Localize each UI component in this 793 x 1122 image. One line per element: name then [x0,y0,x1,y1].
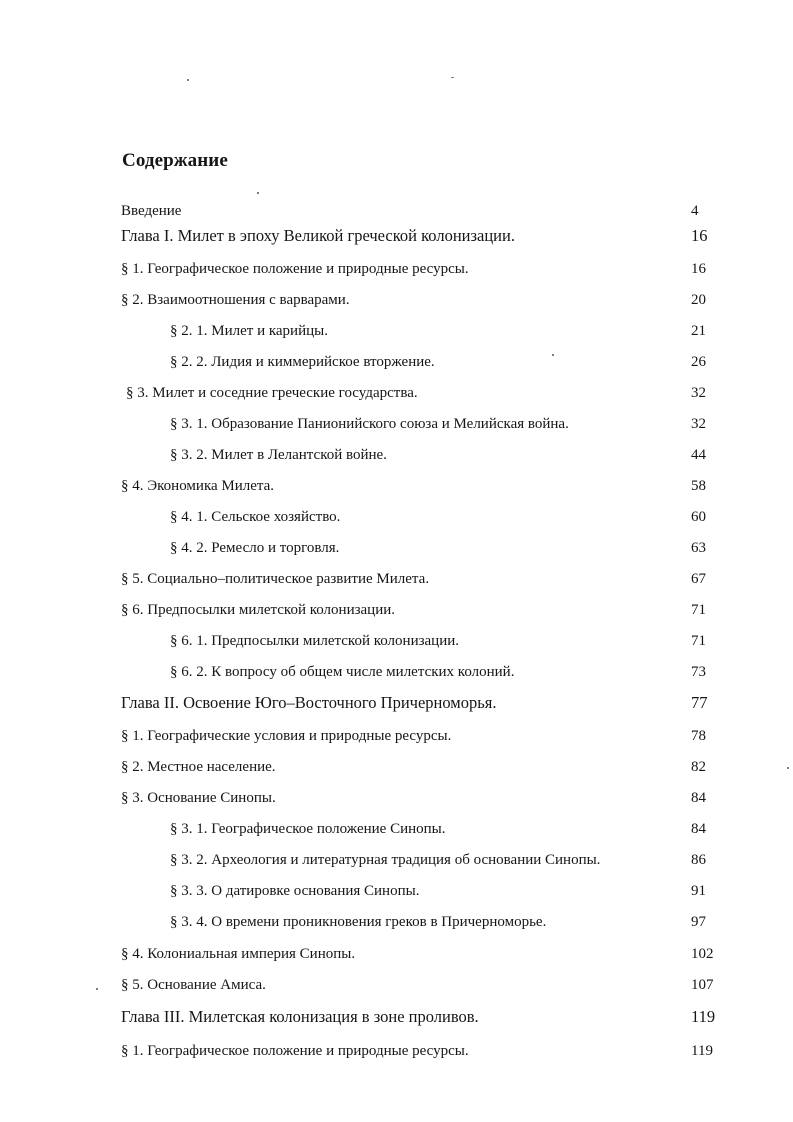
toc-entry-page: 86 [691,852,706,868]
toc-entry-page: 82 [691,759,706,775]
toc-entry-title: § 3. 2. Милет в Лелантской войне. [170,447,387,463]
toc-entry [0,881,793,905]
toc-entry [0,476,793,500]
toc-entry [0,631,793,655]
toc-entry-title: § 4. Экономика Милета. [121,478,275,494]
toc-entry-page: 32 [691,416,706,432]
toc-entry-title: § 6. Предпосылки милетской колонизации. [121,602,396,618]
toc-entry-page: 21 [691,323,706,339]
toc-entry-title: § 6. 1. Предпосылки милетской колонизации. [170,633,460,649]
toc-entry-page: 71 [691,633,706,649]
toc-entry [0,944,793,968]
toc-entry-title: § 6. 2. К вопросу об общем числе милетских колоний. [170,664,515,680]
toc-entry-page: 20 [691,292,706,308]
toc-entry [0,259,793,283]
toc-entry-title: Введение [121,203,182,219]
scan-speck [451,77,454,78]
toc-entry-page: 84 [691,821,706,837]
toc-entry-title: § 4. Колониальная империя Синопы. [121,946,356,962]
toc-entry [0,383,793,407]
toc-entry-page: 119 [691,1007,716,1026]
toc-entry-title: Глава III. Милетская колонизация в зоне проливов. [121,1007,479,1026]
toc-entry-page: 60 [691,509,706,525]
toc-entry-page: 26 [691,354,706,370]
toc-entry-page: 102 [691,946,714,962]
scan-speck [552,354,554,356]
toc-entry [0,226,793,250]
toc-entry [0,850,793,874]
toc-entry [0,788,793,812]
toc-entry-page: 73 [691,664,706,680]
toc-entry-title: § 5. Социально–политическое развитие Милета. [121,571,430,587]
toc-entry [0,819,793,843]
toc-entry [0,726,793,750]
toc-entry [0,201,793,225]
toc-entry-title: § 3. 2. Археология и литературная традиция об основании Синопы. [170,852,601,868]
page-title: Содержание [122,150,228,171]
scan-speck [787,767,789,769]
toc-entry-page: 58 [691,478,706,494]
toc-entry [0,1041,793,1065]
toc-entry-title: Глава I. Милет в эпоху Великой греческой колонизации. [121,226,515,245]
toc-entry-page: 32 [691,385,706,401]
toc-entry-title: § 3. 1. Географическое положение Синопы. [170,821,446,837]
toc-entry [0,321,793,345]
toc-entry-title: § 2. 2. Лидия и киммерийское вторжение. [170,354,435,370]
toc-entry-title: § 3. 1. Образование Панионийского союза и Мелийская война. [170,416,569,432]
toc-entry [0,693,793,717]
toc-entry [0,1007,793,1031]
toc-entry-page: 71 [691,602,706,618]
toc-entry-title: § 3. 4. О времени проникновения греков в Причерноморье. [170,914,547,930]
toc-entry-title: § 1. Географическое положение и природные ресурсы. [121,1043,469,1059]
toc-entry-page: 97 [691,914,706,930]
toc-entry [0,414,793,438]
toc-entry-page: 44 [691,447,706,463]
toc-entry-page: 78 [691,728,706,744]
toc-entry [0,290,793,314]
toc-entry-page: 119 [691,1043,713,1059]
toc-entry-page: 107 [691,977,714,993]
toc-entry-page: 16 [691,226,708,245]
toc-entry-title: § 3. Милет и соседние греческие государства. [126,385,418,401]
toc-entry-title: § 2. Взаимоотношения с варварами. [121,292,350,308]
toc-entry-title: Глава II. Освоение Юго–Восточного Причерноморья. [121,693,497,712]
toc-entry [0,538,793,562]
toc-entry-title: § 2. 1. Милет и карийцы. [170,323,328,339]
toc-entry [0,507,793,531]
toc-entry [0,757,793,781]
toc-entry-page: 63 [691,540,706,556]
toc-entry-page: 67 [691,571,706,587]
toc-entry-title: § 2. Местное население. [121,759,276,775]
toc-entry-page: 91 [691,883,706,899]
toc-entry [0,912,793,936]
toc-entry [0,600,793,624]
toc-entry-title: § 3. 3. О датировке основания Синопы. [170,883,420,899]
scan-speck [96,988,98,990]
toc-entry [0,445,793,469]
toc-entry-title: § 4. 2. Ремесло и торговля. [170,540,340,556]
toc-entry-page: 4 [691,203,699,219]
toc-entry [0,662,793,686]
toc-entry-title: § 5. Основание Амиса. [121,977,266,993]
toc-entry-page: 77 [691,693,708,712]
toc-entry [0,569,793,593]
toc-entry [0,352,793,376]
scan-speck [187,79,189,81]
toc-entry-page: 16 [691,261,706,277]
toc-entry-title: § 3. Основание Синопы. [121,790,276,806]
toc-entry-page: 84 [691,790,706,806]
scan-speck [257,192,259,194]
toc-entry-title: § 1. Географические условия и природные ресурсы. [121,728,452,744]
toc-entry-title: § 4. 1. Сельское хозяйство. [170,509,341,525]
toc-entry-title: § 1. Географическое положение и природные ресурсы. [121,261,469,277]
toc-entry [0,975,793,999]
